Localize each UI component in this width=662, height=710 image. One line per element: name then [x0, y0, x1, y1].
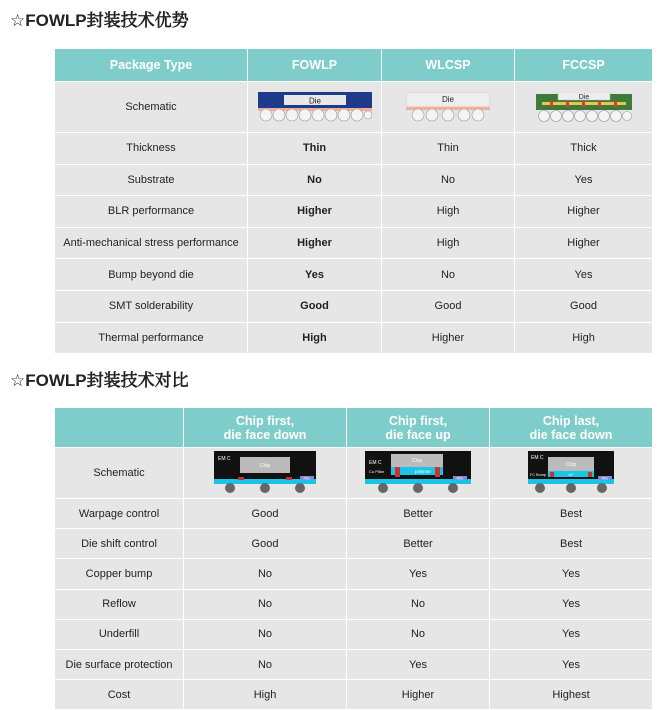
chip-last-down-value: Highest: [490, 680, 652, 709]
fccsp-value: Good: [515, 291, 652, 322]
row-label: Substrate: [55, 165, 247, 196]
fccsp-value: Yes: [515, 259, 652, 290]
header-fccsp: FCCSP: [515, 49, 652, 81]
table-row: [55, 680, 652, 709]
section1-title: ☆FOWLP封装技术优势: [10, 11, 189, 30]
row-label: Thermal performance: [55, 323, 247, 354]
chip-last-down-value: Best: [490, 529, 652, 558]
svg-text:FC Bump: FC Bump: [530, 473, 547, 477]
fowlp-value: Higher: [248, 196, 381, 227]
chip-first-up-value: No: [347, 620, 489, 649]
chip-last-down-schematic-image: [528, 451, 614, 495]
chip-first-up-value: Yes: [347, 650, 489, 679]
wlcsp-value: No: [382, 165, 514, 196]
header-fowlp: FOWLP: [248, 49, 381, 81]
table-header-row: [55, 408, 652, 447]
row-label: Underfill: [55, 620, 183, 649]
table-row: [55, 291, 652, 322]
table-row: [55, 499, 652, 528]
table-row: [55, 228, 652, 259]
row-label: SMT solderability: [55, 291, 247, 322]
fowlp-schematic: [248, 82, 381, 132]
svg-text:Cu Pillar: Cu Pillar: [369, 469, 385, 474]
fccsp-value: Thick: [515, 133, 652, 164]
row-label: Reflow: [55, 590, 183, 619]
svg-text:RDL: RDL: [601, 476, 609, 481]
chip-first-up-value: Yes: [347, 559, 489, 588]
table-row: [55, 133, 652, 164]
svg-text:EM C: EM C: [531, 455, 544, 461]
svg-text:EM C: EM C: [369, 460, 382, 466]
fowlp-process-comparison-table: [54, 407, 653, 710]
wlcsp-value: High: [382, 228, 514, 259]
row-label: Copper bump: [55, 559, 183, 588]
table-row-schematic: [55, 448, 652, 498]
wlcsp-value: Good: [382, 291, 514, 322]
fowlp-value: No: [248, 165, 381, 196]
svg-text:Chip: Chip: [411, 458, 423, 464]
header-chip-last-face-down: [490, 408, 652, 447]
fccsp-schematic-image: [536, 92, 632, 122]
table-row-schematic: [55, 82, 652, 132]
fccsp-value: High: [515, 323, 652, 354]
wlcsp-value: High: [382, 196, 514, 227]
table-row: [55, 620, 652, 649]
fccsp-value: Higher: [515, 228, 652, 259]
header-chip-first-face-down: [184, 408, 346, 447]
row-label: BLR performance: [55, 196, 247, 227]
chip-first-down-value: No: [184, 650, 346, 679]
chip-last-down-value: Yes: [490, 559, 652, 588]
table-header-row: [55, 49, 652, 81]
svg-text:polymer: polymer: [414, 469, 432, 474]
chip-first-down-value: No: [184, 590, 346, 619]
package-comparison-table: [54, 48, 653, 354]
table-row: [55, 590, 652, 619]
header-line: die face down: [529, 427, 613, 442]
svg-text:Chip: Chip: [259, 463, 271, 469]
row-label: Schematic: [55, 448, 183, 498]
header-wlcsp: WLCSP: [382, 49, 514, 81]
table-row: [55, 529, 652, 558]
table-row: [55, 196, 652, 227]
row-label: Schematic: [55, 82, 247, 132]
wlcsp-value: Higher: [382, 323, 514, 354]
chip-last-down-value: Yes: [490, 620, 652, 649]
fccsp-value: Yes: [515, 165, 652, 196]
header-chip-first-face-up: [347, 408, 489, 447]
fccsp-value: Higher: [515, 196, 652, 227]
table-row: [55, 650, 652, 679]
die-label: Die: [308, 96, 321, 106]
fccsp-schematic: [515, 82, 652, 132]
header-package-type: Package Type: [55, 49, 247, 81]
row-label: Warpage control: [55, 499, 183, 528]
chip-first-down-schematic-image: [214, 451, 316, 495]
section2-title: ☆FOWLP封装技术对比: [10, 371, 189, 390]
header-line: die face up: [385, 427, 451, 442]
chip-first-down-value: High: [184, 680, 346, 709]
table-row: [55, 165, 652, 196]
svg-text:RDL: RDL: [456, 476, 464, 481]
chip-first-up-value: No: [347, 590, 489, 619]
table-row: [55, 323, 652, 354]
header-line: Chip first,: [235, 413, 295, 428]
wlcsp-schematic-image: [406, 92, 490, 122]
svg-text:EM C: EM C: [218, 456, 231, 462]
fowlp-value: High: [248, 323, 381, 354]
chip-first-down-schematic: [184, 448, 346, 498]
table-row: [55, 559, 652, 588]
fowlp-value: Higher: [248, 228, 381, 259]
header-empty: [55, 408, 183, 447]
fowlp-value: Thin: [248, 133, 381, 164]
fowlp-value: Good: [248, 291, 381, 322]
die-label: Die: [578, 94, 589, 101]
chip-last-down-value: Yes: [490, 650, 652, 679]
header-line: die face down: [223, 427, 307, 442]
die-label: Die: [441, 95, 455, 104]
chip-first-down-value: No: [184, 620, 346, 649]
row-label: Die shift control: [55, 529, 183, 558]
wlcsp-schematic: [382, 82, 514, 132]
svg-text:Chip: Chip: [565, 462, 577, 468]
svg-text:RDL: RDL: [303, 476, 311, 481]
wlcsp-value: Thin: [382, 133, 514, 164]
chip-first-down-value: No: [184, 559, 346, 588]
row-label: Anti-mechanical stress performance: [55, 228, 247, 259]
chip-first-up-schematic-image: [365, 451, 471, 495]
row-label: Bump beyond die: [55, 259, 247, 290]
chip-first-up-value: Better: [347, 529, 489, 558]
table-row: [55, 259, 652, 290]
chip-first-up-schematic: [347, 448, 489, 498]
fowlp-schematic-image: [258, 92, 372, 122]
row-label: Die surface protection: [55, 650, 183, 679]
chip-first-up-value: Higher: [347, 680, 489, 709]
header-line: Chip last,: [542, 413, 600, 428]
chip-first-up-value: Better: [347, 499, 489, 528]
row-label: Thickness: [55, 133, 247, 164]
chip-first-down-value: Good: [184, 499, 346, 528]
svg-text:UF: UF: [568, 472, 574, 477]
fowlp-value: Yes: [248, 259, 381, 290]
row-label: Cost: [55, 680, 183, 709]
chip-last-down-value: Yes: [490, 590, 652, 619]
chip-last-down-value: Best: [490, 499, 652, 528]
chip-last-down-schematic: [490, 448, 652, 498]
header-line: Chip first,: [388, 413, 448, 428]
chip-first-down-value: Good: [184, 529, 346, 558]
wlcsp-value: No: [382, 259, 514, 290]
